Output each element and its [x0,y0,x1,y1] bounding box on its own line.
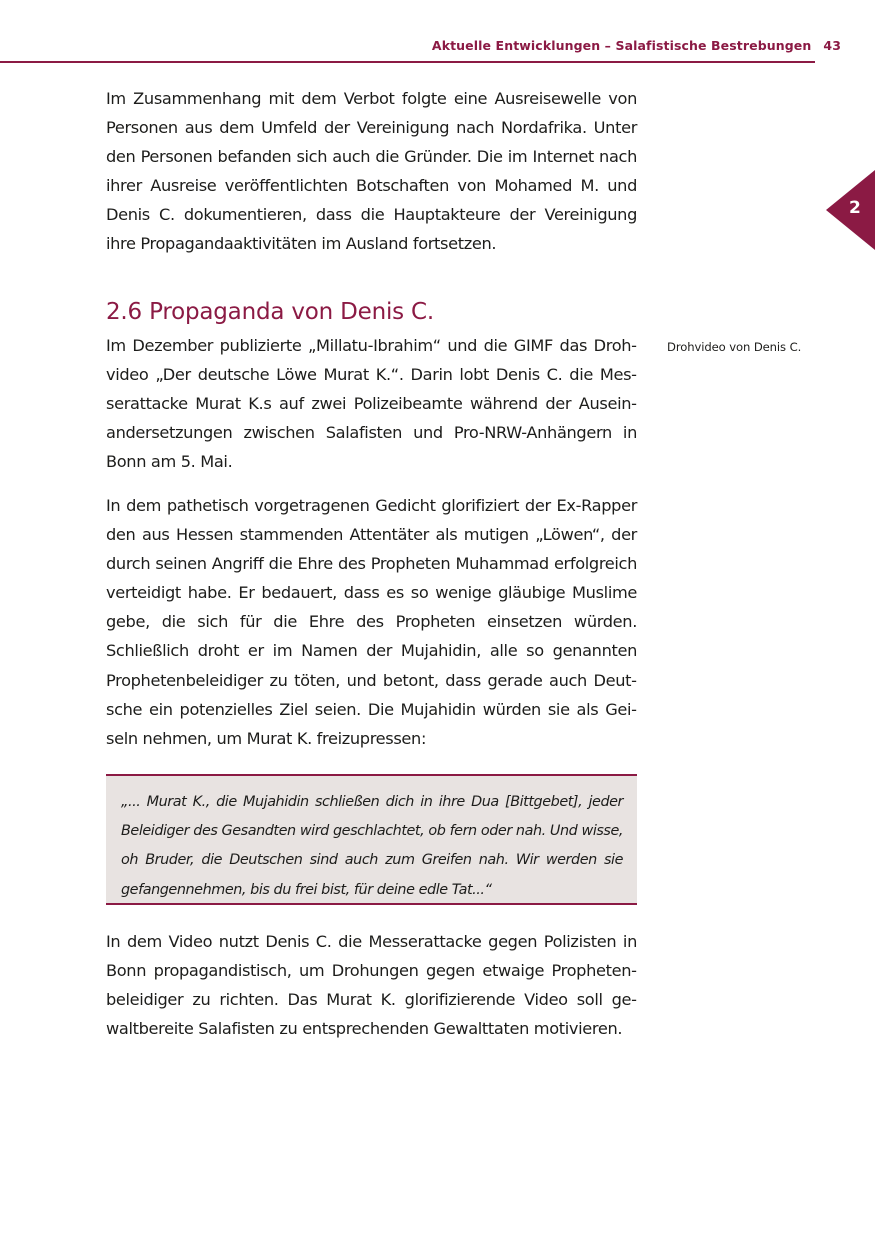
paragraph-intro: Im Zusammenhang mit dem Verbot folgte eine Ausreisewelle von Personen aus dem Umfeld der Vereinigung nach Nordafrika. Unter den Personen befanden sich auch die Gründer. Die im Internet nach ihrer Ausreise veröffentlichten Botschaften von Mohamed M. und Denis C. dokumentieren, dass die Hauptakteure der Vereinigung ihre Propagandaaktivitäten im Ausland fortsetzen. [106,89,637,254]
quote-text: „... Murat K., die Mujahidin schließen dich in ihre Dua [Bittgebet], jeder Beleidiger des Gesandten wird geschlachtet, ob fern oder nah. Und wisse, oh Bruder, die Deutschen sind auch zum Greifen nah. Wir werden sie gefangennehmen, bis du frei bist, für deine edle Tat...“ [121,794,623,898]
quote-box [106,774,637,905]
paragraph-video-description: Im Dezember publizierte „Millatu-Ibrahim“ und die GIMF das Drohvideo „Der deutsche Löwe Murat K.“. Darin lobt Denis C. die Messerattacke Murat K.s auf zwei Polizeibeamte während der Auseinandersetzungen zwischen Salafisten und Pro-NRW-Anhängern in Bonn am 5. Mai. [106,336,637,472]
header-rule [0,61,815,63]
paragraph-conclusion: In dem Video nutzt Denis C. die Messerattacke gegen Polizisten in Bonn propagandistisch, um Drohungen gegen etwaige Prophetenbeleidiger zu richten. Das Murat K. glorifizierende Video soll gewaltbereite Salafisten zu entsprechenden Gewalttaten motivieren. [106,932,637,1039]
section-heading: 2.6 Propaganda von Denis C. [106,299,435,325]
chapter-number: 2 [849,198,861,218]
paragraph-poem-description: In dem pathetisch vorgetragenen Gedicht glorifiziert der Ex-Rapper den aus Hessen stammenden Attentäter als mutigen „Löwen“, der durch seinen Angriff die Ehre des Propheten Muhammad erfolgreich verteidigt habe. Er bedauert, dass es so wenige gläubige Muslime gebe, die sich für die Ehre des Propheten einsetzen würden. Schließlich droht er im Namen der Mujahidin, alle so genannten Prophetenbeleidiger zu töten, und betont, dass gerade auch Deutsche ein potenzielles Ziel seien. Die Mujahidin würden sie als Geiseln nehmen, um Murat K. freizupressen: [106,496,637,748]
margin-note: Drohvideo von Denis C. [667,340,802,354]
chapter-tab [826,170,875,250]
running-title: Aktuelle Entwicklungen – Salafistische Bestrebungen [431,38,812,53]
page-number: 43 [823,38,841,53]
running-header [432,38,841,53]
